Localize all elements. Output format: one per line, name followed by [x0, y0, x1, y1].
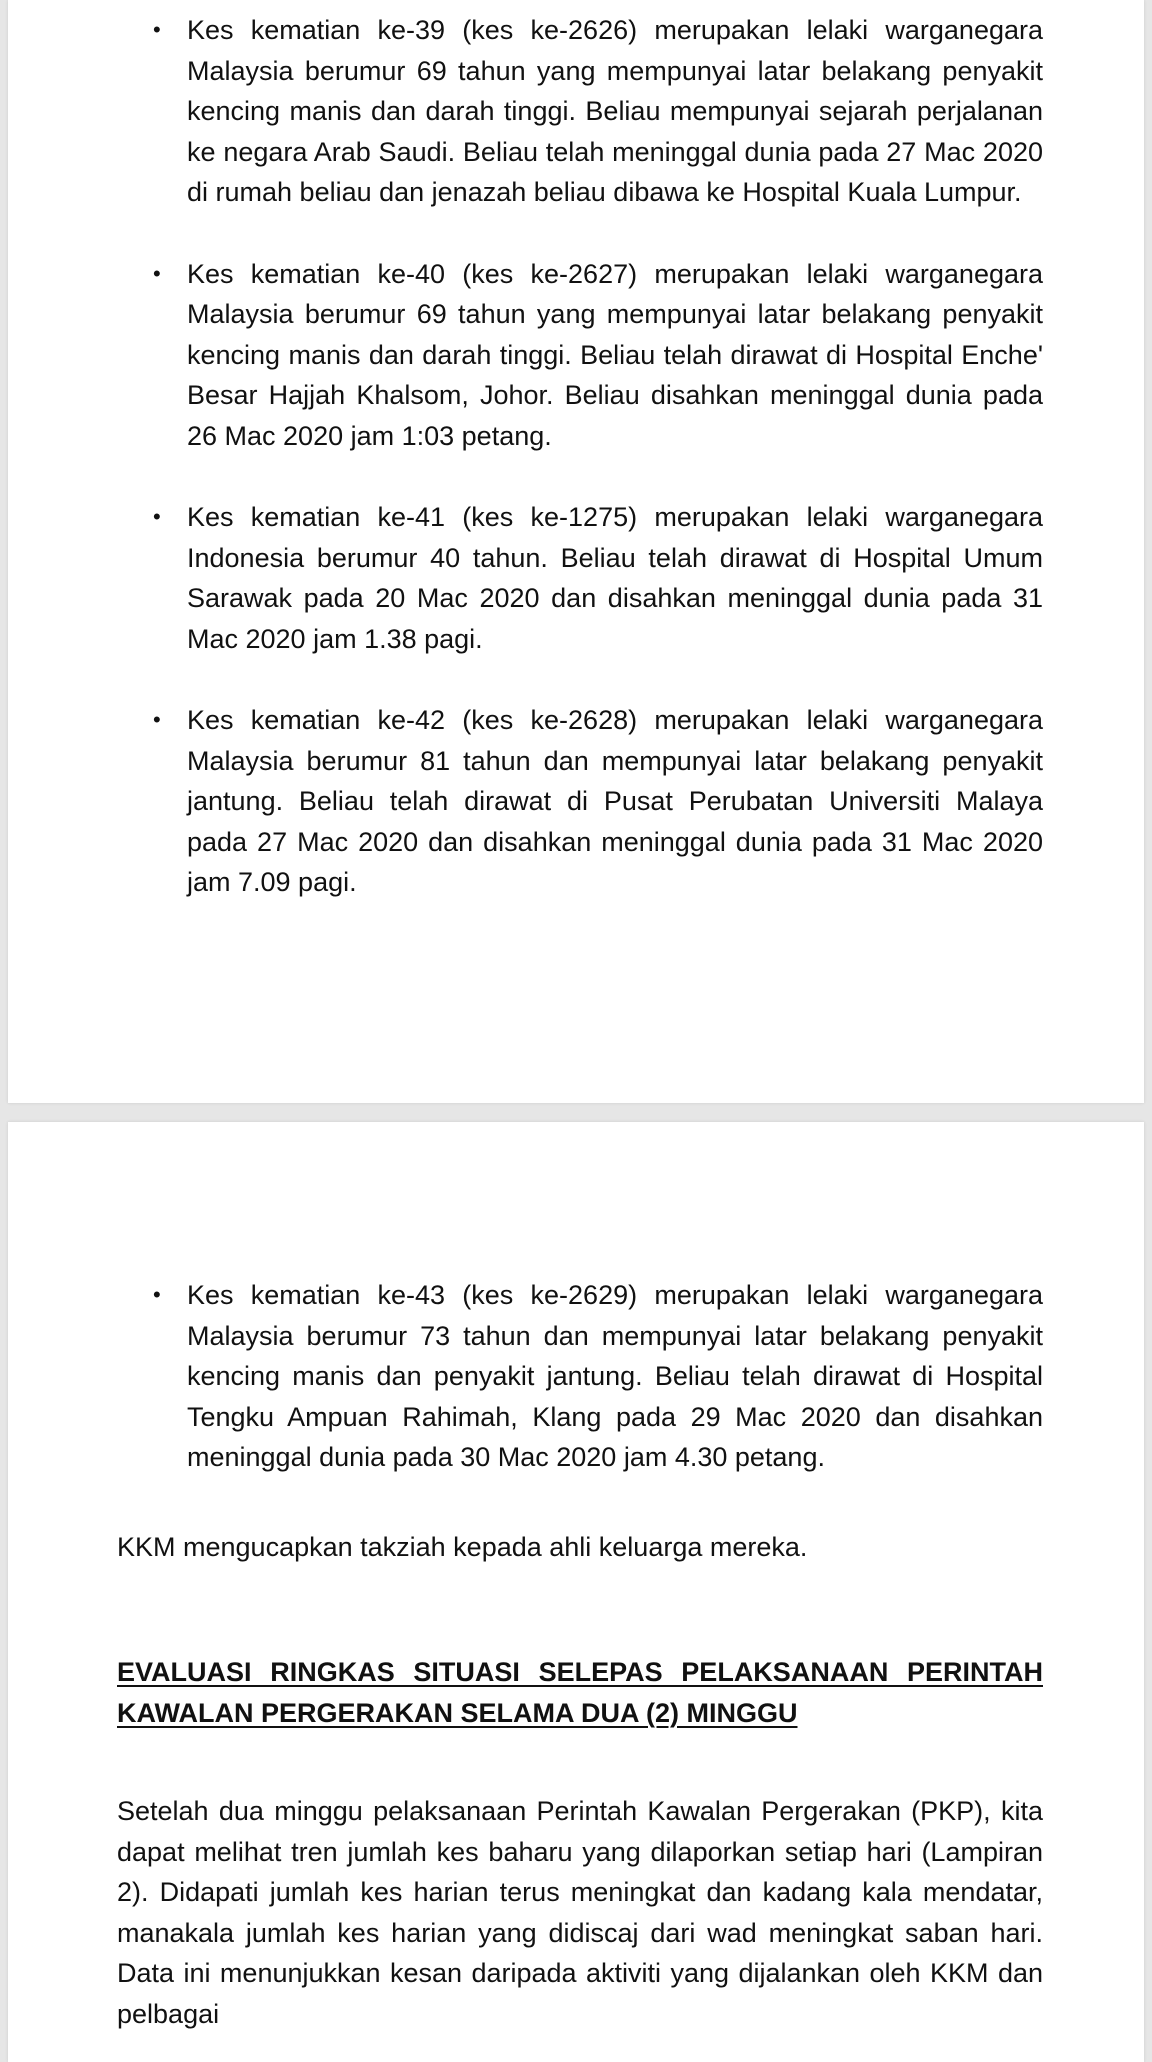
- death-case-43: • Kes kematian ke-43 (kes ke-2629) merupakan lelaki warganegara Malaysia berumur 73 tahun dan mempunyai latar belakang penyakit kencing manis dan penyakit jantung. Beliau telah dirawat di Hospital Tengku Ampuan Rahimah, Klang pada 29 Mac 2020 dan disahkan meninggal dunia pada 30 Mac 2020 jam 4.30 petang.: [117, 1275, 1043, 1478]
- document-page-2: [8, 1122, 1144, 2062]
- death-cases-list-2: [117, 1275, 1043, 1519]
- death-case-42: • Kes kematian ke-42 (kes ke-2628) merupakan lelaki warganegara Malaysia berumur 81 tahun dan mempunyai latar belakang penyakit jantung. Beliau telah dirawat di Pusat Perubatan Universiti Malaya pada 27 Mac 2020 dan disahkan meninggal dunia pada 31 Mac 2020 jam 7.09 pagi.: [117, 700, 1043, 903]
- death-case-39: • Kes kematian ke-39 (kes ke-2626) merupakan lelaki warganegara Malaysia berumur 69 tahun yang mempunyai latar belakang penyakit kencing manis dan darah tinggi. Beliau mempunyai sejarah perjalanan ke negara Arab Saudi. Beliau telah meninggal dunia pada 27 Mac 2020 di rumah beliau dan jenazah beliau dibawa ke Hospital Kuala Lumpur.: [117, 10, 1043, 213]
- condolence-text: KKM mengucapkan takziah kepada ahli keluarga mereka.: [117, 1532, 808, 1562]
- death-case-40: • Kes kematian ke-40 (kes ke-2627) merupakan lelaki warganegara Malaysia berumur 69 tahun yang mempunyai latar belakang penyakit kencing manis dan darah tinggi. Beliau telah dirawat di Hospital Enche' Besar Hajjah Khalsom, Johor. Beliau disahkan meninggal dunia pada 26 Mac 2020 jam 1:03 petang.: [117, 254, 1043, 457]
- document-page-1: [8, 0, 1144, 1103]
- death-cases-list-1: [117, 10, 1043, 944]
- evaluation-paragraph: Setelah dua minggu pelaksanaan Perintah Kawalan Pergerakan (PKP), kita dapat melihat tren jumlah kes baharu yang dilaporkan setiap hari (Lampiran 2). Didapati jumlah kes harian terus meningkat dan kadang kala mendatar, manakala jumlah kes harian yang didiscaj dari wad meningkat saban hari. Data ini menunjukkan kesan daripada aktiviti yang dijalankan oleh KKM dan pelbagai: [117, 1796, 1043, 2029]
- section-heading: EVALUASI RINGKAS SITUASI SELEPAS PELAKSANAAN PERINTAH KAWALAN PERGERAKAN SELAMA DUA (2) MINGGU: [117, 1657, 1043, 1728]
- death-case-41: • Kes kematian ke-41 (kes ke-1275) merupakan lelaki warganegara Indonesia berumur 40 tahun. Beliau telah dirawat di Hospital Umum Sarawak pada 20 Mac 2020 dan disahkan meninggal dunia pada 31 Mac 2020 jam 1.38 pagi.: [117, 497, 1043, 659]
